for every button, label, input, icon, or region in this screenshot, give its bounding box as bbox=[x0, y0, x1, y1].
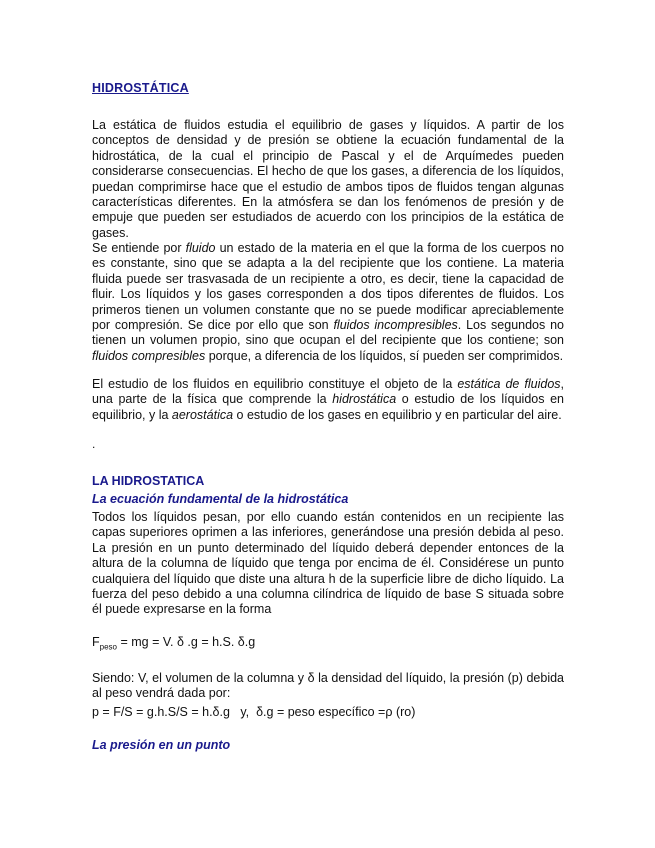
text-span: o estudio de los gases en equilibrio y en particular del aire. bbox=[233, 407, 562, 422]
term-fluidos-compresibles: fluidos compresibles bbox=[92, 348, 206, 363]
fluid-definition-paragraph bbox=[92, 241, 564, 364]
weight-pressure-text: Todos los líquidos pesan, por ello cuando están contenidos en un recipiente las capas superiores oprimen a las inferiores, generándose una presión debida al peso. La presión en un punto determinado del líquido deberá depender entonces de la altura de la columna de líquido que tenga por encima de él. Considérese un punto cualquiera del líquido que diste una altura h de la superficie libre de dicho líquido. La fuerza del peso debido a una columna cilíndrica de líquido de base S situada sobre él puede expresarse en la forma bbox=[92, 510, 564, 617]
term-fluido: fluido bbox=[185, 241, 216, 255]
intro-text: La estática de fluidos estudia el equilibrio de gases y líquidos. A partir de los conceptos de densidad y de presión se obtiene la ecuación fundamental de la hidrostática, de la cual el principio de Pascal y el de Arquímedes pueden considerarse consecuencias. El hecho de que los gases, a diferencia de los líquidos, puedan comprimirse hace que el estudio de ambos tipos de fluidos tengan algunas características diferentes. En la atmósfera se dan los fenómenos de presión y de empuje que pueden ser estudiados de acuerdo con los principios de la estática de gases. bbox=[92, 118, 564, 240]
text-span: . Los segundos no tienen un volumen propio, sino que ocupan el del recipiente que los contiene; son bbox=[92, 318, 564, 348]
text-span: Se entiende por bbox=[92, 241, 186, 255]
text-span: un estado de la materia en el que la forma de los cuerpos no es constante, sino que se adapta a la del recipiente que los contiene. La materia fluida puede ser trasvasada de un recipiente a otro, es decir, tiene la capacidad de fluir. Los líquidos y los gases corresponden a dos tipos diferentes de fluidos. Los primeros tienen un volumen constante que no se puede modificar apreciablemente por compresión. Se dice por ello que son bbox=[92, 241, 564, 333]
text-span: porque, a diferencia de los líquidos, sí pueden ser comprimidos. bbox=[205, 348, 564, 363]
section-heading: LA HIDROSTATICA bbox=[92, 474, 205, 488]
page-title: HIDROSTÁTICA bbox=[92, 81, 189, 95]
point-pressure-subheading: La presión en un punto bbox=[92, 738, 231, 752]
variables-paragraph bbox=[92, 671, 564, 702]
intro-paragraph bbox=[92, 118, 564, 241]
text-span: El estudio de los fluidos en equilibrio constituye el objeto de la bbox=[92, 377, 458, 391]
eq-subscript-peso: peso bbox=[99, 642, 117, 652]
force-equation bbox=[92, 635, 564, 652]
eq-rest: = mg = V. δ .g = h.S. δ.g bbox=[117, 635, 256, 649]
variables-text: Siendo: V, el volumen de la columna y δ la densidad del líquido, la presión (p) debida al peso vendrá dada por: bbox=[92, 671, 564, 701]
text-span: o estudio de los líquidos en equilibrio, y la bbox=[92, 392, 565, 422]
fluid-statics-paragraph bbox=[92, 377, 564, 423]
weight-pressure-paragraph bbox=[92, 510, 564, 618]
term-fluidos-incompresibles: fluidos incompresibles bbox=[333, 318, 458, 333]
text-span: , una parte de la física que comprende la bbox=[92, 377, 565, 407]
pressure-equation: p = F/S = g.h.S/S = h.δ.g y, δ.g = peso específico =ρ (ro) bbox=[92, 705, 416, 719]
term-aerostatica: aerostática bbox=[171, 407, 234, 422]
section-subheading: La ecuación fundamental de la hidrostática bbox=[92, 492, 349, 506]
stray-dot: . bbox=[92, 437, 96, 451]
eq-f: F bbox=[92, 635, 100, 649]
term-hidrostatica: hidrostática bbox=[332, 392, 397, 407]
term-estatica-de-fluidos: estática de fluidos bbox=[457, 377, 561, 391]
